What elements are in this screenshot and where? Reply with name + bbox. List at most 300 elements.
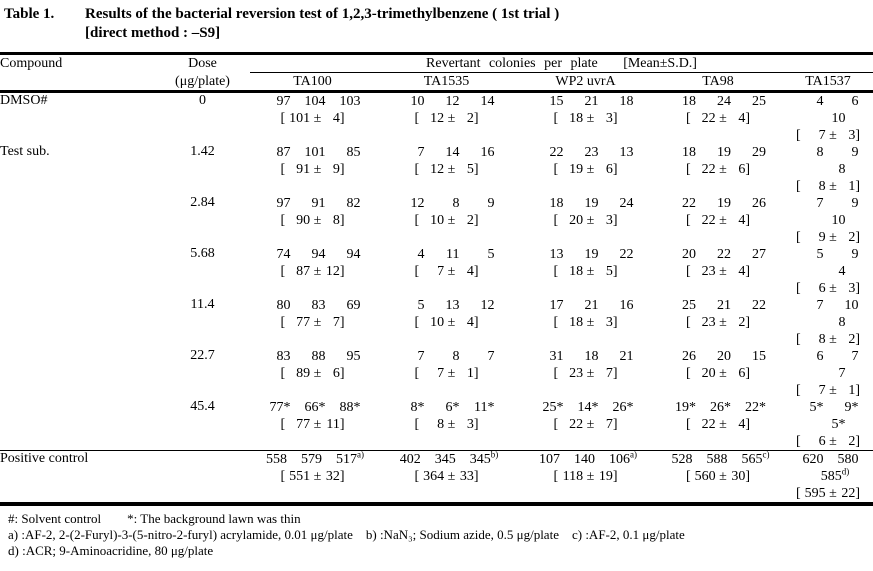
result-cell [250, 451, 375, 505]
count: 13 [445, 298, 460, 313]
count: 8 [816, 145, 824, 160]
table-row-dmso [0, 92, 873, 145]
result-cell [250, 297, 375, 348]
table-title [0, 0, 873, 43]
count: 27 [752, 247, 766, 262]
compound-cell: Positive control [0, 451, 155, 505]
mean-value: 22 [569, 417, 584, 432]
ref-mark: a) [630, 449, 637, 460]
plus-minus [444, 264, 459, 279]
result-cell [375, 92, 518, 145]
count: 13 [549, 247, 564, 262]
mean-value: 23 [701, 315, 716, 330]
sd-value: 4 [738, 264, 746, 279]
result-cell [653, 297, 783, 348]
count: 25* [542, 400, 564, 415]
result-cell [518, 144, 653, 195]
mean-sd [783, 331, 873, 348]
count: 83 [276, 349, 291, 364]
count: 13 [619, 145, 634, 160]
plate-counts [783, 246, 873, 280]
result-cell [518, 92, 653, 145]
count: 101 [304, 145, 326, 160]
compound-cell [0, 399, 155, 451]
result-cell [653, 144, 783, 195]
plus-minus [310, 315, 325, 330]
count: 7 [851, 349, 859, 364]
count: 8 [452, 196, 460, 211]
plate-counts [250, 246, 375, 263]
plate-counts [518, 144, 653, 161]
plus-minus [444, 111, 459, 126]
dose-cell: 45.4 [190, 399, 215, 414]
results-table [0, 52, 873, 506]
count: 22 [682, 196, 696, 211]
plate-counts [250, 348, 375, 365]
result-cell [375, 144, 518, 195]
plate-counts [653, 195, 783, 212]
count: 25 [752, 94, 766, 109]
count: 9 [851, 145, 859, 160]
mean-sd [375, 468, 518, 485]
sd-value: 1 [466, 366, 474, 381]
plate-counts [653, 348, 783, 365]
mean-value: 19 [569, 162, 584, 177]
plus-minus [583, 366, 598, 381]
plate-counts [783, 297, 873, 331]
mean-value: 22 [701, 111, 716, 126]
mean-sd [518, 161, 653, 178]
col-header-strain-ta100: TA100 [250, 73, 375, 92]
mean-sd [250, 212, 375, 229]
result-cell [250, 399, 375, 451]
count: 10 [831, 111, 846, 126]
plate-counts [518, 195, 653, 212]
title-text-block [85, 5, 559, 43]
mean-value: 7 [818, 383, 826, 398]
count: 12 [480, 298, 495, 313]
sd-value: 3 [605, 315, 613, 330]
plate-counts [375, 297, 518, 314]
mean-sd [653, 263, 783, 280]
count: 10 [410, 94, 425, 109]
count: 22 [752, 298, 766, 313]
count: 9 [851, 247, 859, 262]
table-row-dose-1 [0, 144, 873, 195]
count: 20 [682, 247, 696, 262]
sd-value: 7 [332, 315, 340, 330]
positive-control-row [0, 451, 873, 505]
plate-counts [518, 348, 653, 365]
count: 517 [336, 452, 357, 467]
sd-value: 2 [848, 332, 856, 347]
mean-value: 560 [694, 469, 716, 484]
count: 10 [844, 298, 859, 313]
mean-value: 8 [818, 332, 826, 347]
count: 7 [816, 196, 824, 211]
mean-sd [653, 110, 783, 127]
result-cell [783, 144, 873, 195]
count: 24 [619, 196, 634, 211]
sd-value: 7 [605, 366, 613, 381]
mean-sd [375, 365, 518, 382]
sd-value: 3 [848, 128, 856, 143]
mean-value: 7 [437, 366, 445, 381]
count: 8 [838, 315, 846, 330]
sd-value: 2 [466, 111, 474, 126]
sd-value: 6 [332, 366, 340, 381]
mean-sd [518, 212, 653, 229]
plus-minus [444, 162, 459, 177]
count: 4 [417, 247, 425, 262]
sd-value: 4 [738, 111, 746, 126]
result-cell [518, 399, 653, 451]
count: 5* [831, 417, 846, 432]
mean-sd [783, 382, 873, 399]
plus-minus [583, 417, 598, 432]
sd-value: 33 [459, 469, 474, 484]
header-row-1 [0, 54, 873, 73]
mean-sd [375, 212, 518, 229]
mean-sd [653, 365, 783, 382]
plate-counts [375, 348, 518, 365]
plate-counts [783, 348, 873, 382]
count: 5 [417, 298, 425, 313]
result-cell [653, 246, 783, 297]
mean-sd [653, 314, 783, 331]
count: 24 [717, 94, 731, 109]
count: 80 [276, 298, 291, 313]
sd-value: 4 [738, 417, 746, 432]
dose-unit: (μg/plate) [155, 73, 250, 92]
plus-minus [310, 213, 325, 228]
result-cell [375, 246, 518, 297]
count: 5* [809, 400, 824, 415]
title-line-1: Results of the bacterial reversion test of 1,2,3-trimethylbenzene ( 1st trial ) [85, 6, 560, 22]
count: 91 [311, 196, 326, 211]
count: 74 [276, 247, 291, 262]
sd-value: 6 [738, 162, 746, 177]
count: 565 [741, 452, 763, 467]
sd-value: 7 [605, 417, 613, 432]
mean-value: 90 [296, 213, 311, 228]
count: 11* [474, 400, 495, 415]
count: 23 [584, 145, 599, 160]
mean-value: 22 [701, 162, 716, 177]
mean-value: 22 [701, 213, 716, 228]
sd-value: 3 [605, 111, 613, 126]
dose-cell: 1.42 [190, 144, 215, 159]
count: 21 [619, 349, 634, 364]
plate-counts [783, 195, 873, 229]
mean-value: 10 [430, 213, 445, 228]
mean-sd [375, 161, 518, 178]
count: 106 [609, 452, 630, 467]
mean-sd [783, 433, 873, 450]
count: 345 [434, 452, 456, 467]
plate-counts [375, 195, 518, 212]
count: 18 [682, 145, 696, 160]
mean-sd [783, 280, 873, 297]
result-cell [653, 348, 783, 399]
sd-value: 1 [848, 179, 856, 194]
count: 26* [710, 400, 731, 415]
count: 18 [549, 196, 564, 211]
count: 21 [717, 298, 731, 313]
plus-minus [583, 213, 598, 228]
count: 19 [717, 145, 731, 160]
plus-minus [583, 315, 598, 330]
count: 26* [612, 400, 634, 415]
col-header-compound: Compound [0, 56, 63, 71]
plate-counts [518, 93, 653, 110]
dose-cell: 5.68 [190, 246, 215, 261]
count: 88 [311, 349, 326, 364]
plate-counts [250, 144, 375, 161]
count: 97 [276, 196, 291, 211]
count: 7 [417, 349, 425, 364]
col-header-dose: Dose [188, 56, 217, 71]
count: 22 [717, 247, 731, 262]
plus-minus [444, 469, 459, 484]
count: 10 [831, 213, 846, 228]
mean-sd [250, 263, 375, 280]
plus-minus [310, 264, 325, 279]
col-header-strain-wp2uvra: WP2 uvrA [518, 73, 653, 92]
dose-cell: 0 [199, 93, 206, 108]
sd-value: 4 [332, 111, 340, 126]
count: 4 [816, 94, 824, 109]
sd-value: 6 [605, 162, 613, 177]
count: 22* [745, 400, 766, 415]
compound-cell [0, 297, 155, 348]
table-number: Table 1. [4, 6, 55, 22]
result-cell [653, 92, 783, 145]
result-cell [653, 399, 783, 451]
mean-value: 7 [437, 264, 445, 279]
plate-counts [783, 399, 873, 433]
mean-value: 89 [296, 366, 311, 381]
dose-cell [155, 451, 250, 505]
sd-value: 19 [598, 469, 613, 484]
count: 19 [584, 196, 599, 211]
plus-minus [716, 315, 731, 330]
plate-counts [518, 297, 653, 314]
mean-value: 23 [701, 264, 716, 279]
sd-value: 2 [848, 230, 856, 245]
plate-counts [518, 399, 653, 416]
count: 12 [410, 196, 425, 211]
count: 14 [445, 145, 460, 160]
result-cell [783, 246, 873, 297]
count: 69 [346, 298, 361, 313]
result-cell [375, 451, 518, 505]
count: 16 [619, 298, 634, 313]
mean-value: 12 [430, 111, 445, 126]
count: 11 [446, 247, 460, 262]
count: 26 [752, 196, 766, 211]
count: 88* [339, 400, 361, 415]
compound-cell [0, 195, 155, 246]
count: 9 [487, 196, 495, 211]
sd-value: 5 [605, 264, 613, 279]
sd-value: 4 [466, 315, 474, 330]
ref-mark: b) [490, 449, 499, 460]
dose-cell: 2.84 [190, 195, 215, 210]
mean-value: 8 [818, 179, 826, 194]
compound-cell: DMSO# [0, 93, 48, 108]
count: 18 [619, 94, 634, 109]
mean-value: 551 [289, 469, 311, 484]
mean-sd [250, 365, 375, 382]
footnote-line-2: a) :AF-2, 2-(2-Furyl)-3-(5-nitro-2-furyl) acrylamide, 0.01 μg/plate b) :NaN₃; Sodium azide, 0.5 μg/plate c) :AF-2, 0.1 μg/plate [8, 527, 685, 542]
compound-cell [0, 348, 155, 399]
result-cell [250, 195, 375, 246]
mean-sd [783, 178, 873, 195]
plate-counts [653, 297, 783, 314]
plate-counts [783, 93, 873, 127]
count: 20 [717, 349, 731, 364]
mean-value: 20 [569, 213, 584, 228]
mean-sd [375, 314, 518, 331]
count: 620 [802, 452, 824, 467]
mean-value: 9 [818, 230, 826, 245]
result-cell [518, 451, 653, 505]
mean-sd [653, 416, 783, 433]
compound-cell: Test sub. [0, 144, 50, 159]
count: 528 [671, 452, 693, 467]
plus-minus [444, 213, 459, 228]
sd-value: 2 [848, 434, 856, 449]
count: 6* [445, 400, 460, 415]
plate-counts [250, 195, 375, 212]
count: 94 [346, 247, 361, 262]
plus-minus [826, 332, 841, 347]
plus-minus [583, 162, 598, 177]
result-cell [250, 246, 375, 297]
mean-sd [783, 127, 873, 144]
mean-value: 77 [296, 417, 311, 432]
mean-sd [783, 485, 873, 502]
count: 14* [577, 400, 599, 415]
result-cell [518, 246, 653, 297]
count: 9 [851, 196, 859, 211]
count: 402 [399, 452, 421, 467]
mean-value: 77 [296, 315, 311, 330]
plate-counts [250, 451, 375, 468]
plus-minus [826, 434, 841, 449]
col-header-strain-ta1537: TA1537 [783, 73, 873, 92]
mean-value: 8 [437, 417, 445, 432]
mean-value: 12 [430, 162, 445, 177]
plus-minus [826, 486, 841, 501]
mean-value: 6 [818, 281, 826, 296]
mean-sd [653, 212, 783, 229]
mean-value: 22 [701, 417, 716, 432]
plate-counts [653, 93, 783, 110]
plus-minus [310, 111, 325, 126]
plate-counts [375, 144, 518, 161]
count: 17 [549, 298, 564, 313]
plate-counts [783, 451, 873, 485]
count: 31 [549, 349, 564, 364]
result-cell [375, 297, 518, 348]
plus-minus [310, 417, 325, 432]
count: 140 [574, 452, 595, 467]
sd-value: 3 [466, 417, 474, 432]
count: 579 [301, 452, 322, 467]
mean-sd [518, 416, 653, 433]
mean-value: 20 [701, 366, 716, 381]
count: 82 [346, 196, 361, 211]
sd-value: 32 [325, 469, 340, 484]
plus-minus [310, 162, 325, 177]
count: 103 [339, 94, 361, 109]
plate-counts [375, 451, 518, 468]
result-cell [375, 399, 518, 451]
mean-sd [518, 314, 653, 331]
footnote-line-1: #: Solvent control *: The background lawn was thin [8, 511, 301, 526]
plus-minus [826, 179, 841, 194]
count: 21 [584, 298, 599, 313]
result-cell [518, 348, 653, 399]
count: 104 [304, 94, 326, 109]
mean-sd [250, 314, 375, 331]
sd-value: 6 [738, 366, 746, 381]
plus-minus [826, 128, 841, 143]
count: 77* [269, 400, 291, 415]
result-cell [250, 144, 375, 195]
plus-minus [310, 469, 325, 484]
count: 21 [584, 94, 599, 109]
result-cell [783, 451, 873, 505]
result-cell [783, 297, 873, 348]
mean-value: 91 [296, 162, 311, 177]
mean-value: 118 [562, 469, 584, 484]
mean-sd [518, 468, 653, 485]
mean-sd [518, 365, 653, 382]
result-cell [653, 195, 783, 246]
count: 7 [417, 145, 425, 160]
mean-sd [250, 161, 375, 178]
count: 14 [480, 94, 495, 109]
plate-counts [250, 93, 375, 110]
count: 16 [480, 145, 495, 160]
sd-value: 8 [332, 213, 340, 228]
plus-minus [826, 383, 841, 398]
plate-counts [250, 399, 375, 416]
plate-counts [375, 399, 518, 416]
sd-value: 2 [738, 315, 746, 330]
plus-minus [716, 213, 731, 228]
mean-value: 10 [430, 315, 445, 330]
plus-minus [826, 230, 841, 245]
count: 19* [675, 400, 696, 415]
plus-minus [716, 162, 731, 177]
plate-counts [250, 297, 375, 314]
sd-value: 11 [326, 417, 340, 432]
mean-value: 101 [289, 111, 311, 126]
mean-sd [653, 161, 783, 178]
count: 588 [706, 452, 728, 467]
mean-value: 364 [423, 469, 445, 484]
result-cell [783, 399, 873, 451]
count: 22 [619, 247, 634, 262]
count: 95 [346, 349, 361, 364]
count: 8 [838, 162, 846, 177]
col-header-revertant: Revertant colonies per plate [Mean±S.D.] [250, 54, 873, 73]
count: 26 [682, 349, 696, 364]
